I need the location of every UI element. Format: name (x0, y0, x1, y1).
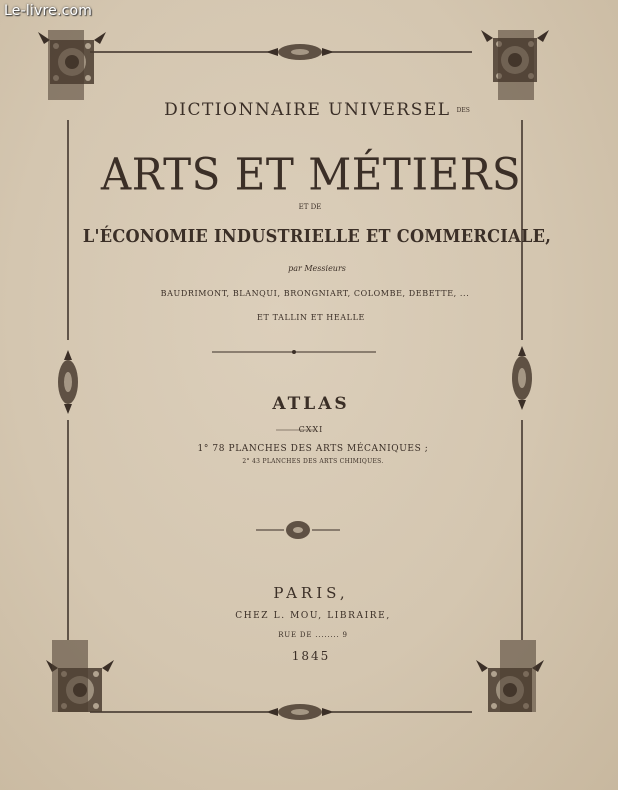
authors-line-2: ET TALLIN ET HEALLE (257, 313, 365, 322)
authors-line-1: BAUDRIMONT, BLANQUI, BRONGNIART, COLOMBE, DEBETTE, ... (160, 289, 470, 298)
subtitle: L'ÉCONOMIE INDUSTRIELLE ET COMMERCIALE, (82, 226, 552, 247)
atlas-line-2: 2° 43 PLANCHES DES ARTS CHIMIQUES. (242, 458, 384, 465)
imprint-year: 1845 (291, 649, 331, 663)
imprint-city: PARIS, (273, 584, 349, 602)
center-vignette (256, 521, 340, 539)
authors-intro: par Messieurs (288, 264, 346, 273)
imprint-address: RUE DE ........ 9 (278, 631, 348, 639)
top-ornament (266, 44, 334, 60)
title-line-1: DICTIONNAIRE UNIVERSEL (164, 100, 451, 120)
atlas-sub: CXXI (298, 425, 324, 434)
title-connector: ET DE (298, 203, 322, 211)
title-line-1-small: DES (456, 107, 470, 114)
bottom-ornament (266, 704, 334, 720)
main-title: ARTS ET MÉTIERS (100, 148, 522, 201)
watermark: Le-livre.com (4, 3, 93, 19)
atlas-heading: ATLAS (272, 394, 350, 414)
imprint-publisher: CHEZ L. MOU, LIBRAIRE, (235, 611, 391, 621)
atlas-line-1: 1° 78 PLANCHES DES ARTS MÉCANIQUES ; (197, 444, 429, 454)
dictionary-title-line (8, 100, 618, 120)
